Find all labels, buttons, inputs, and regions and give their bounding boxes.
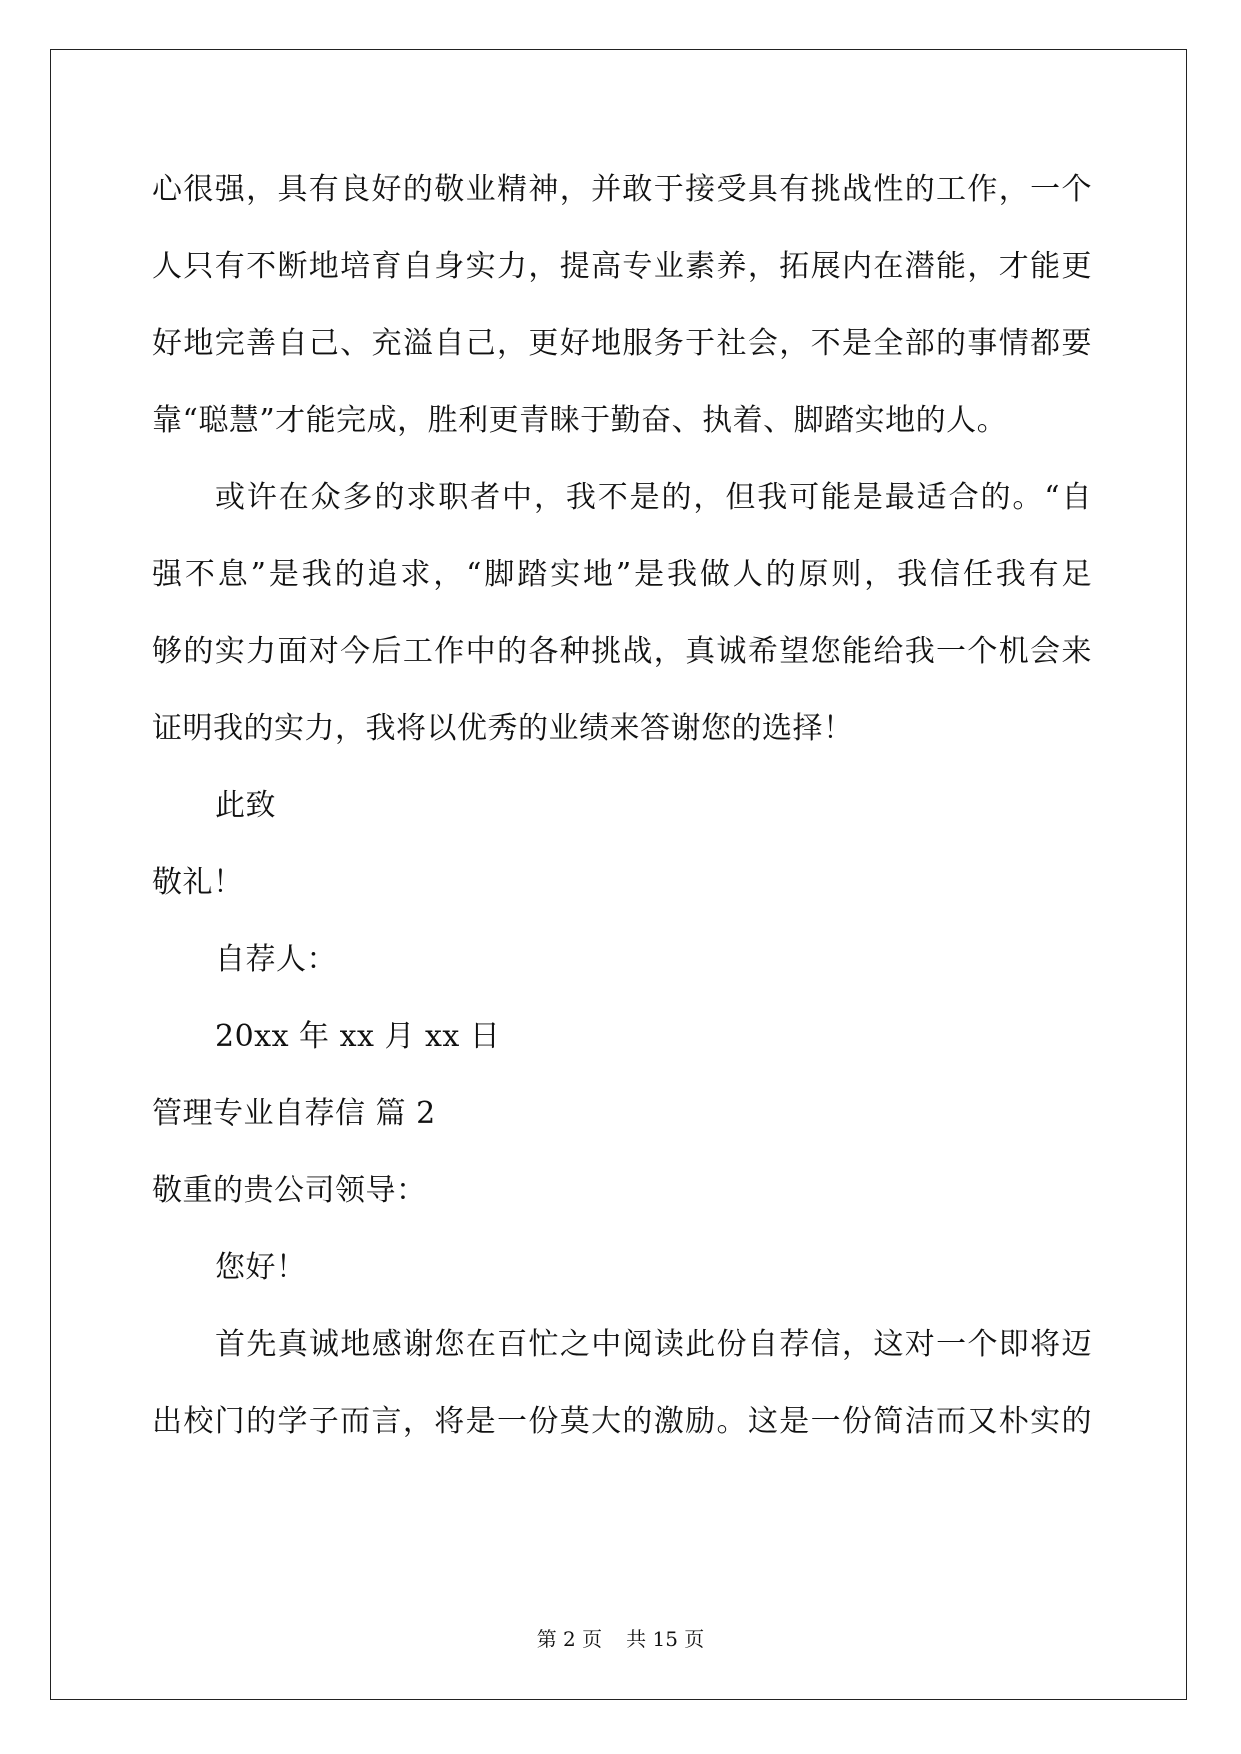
body-line-7: 够的实力面对今后工作中的各种挑战，真诚希望您能给我一个机会来 bbox=[152, 634, 1092, 669]
greeting-addressee: 敬重的贵公司领导： bbox=[152, 1173, 427, 1208]
body-line-16: 首先真诚地感谢您在百忙之中阅读此份自荐信，这对一个即将迈 bbox=[215, 1327, 1092, 1362]
body-line-8: 证明我的实力，我将以优秀的业绩来答谢您的选择！ bbox=[152, 711, 854, 746]
body-line-17: 出校门的学子而言，将是一份莫大的激励。这是一份简洁而又朴实的 bbox=[152, 1404, 1092, 1439]
current-page-number: 第 2 页 bbox=[536, 1627, 603, 1651]
body-line-6: 强不息”是我的追求，“脚踏实地”是我做人的原则，我信任我有足 bbox=[152, 557, 1092, 592]
body-line-3: 好地完善自己、充溢自己，更好地服务于社会，不是全部的事情都要 bbox=[152, 326, 1092, 361]
closing-respect: 敬礼！ bbox=[152, 865, 244, 900]
total-page-count: 共 15 页 bbox=[626, 1627, 705, 1651]
date-line: 20xx 年 xx 月 xx 日 bbox=[215, 1019, 501, 1054]
signature-label: 自荐人： bbox=[215, 942, 337, 977]
greeting-hello: 您好！ bbox=[215, 1250, 307, 1285]
body-line-5: 或许在众多的求职者中，我不是的，但我可能是最适合的。“自 bbox=[215, 480, 1092, 515]
body-line-2: 人只有不断地培育自身实力，提高专业素养，拓展内在潜能，才能更 bbox=[152, 249, 1092, 284]
body-line-4: 靠“聪慧”才能完成，胜利更青睐于勤奋、执着、脚踏实地的人。 bbox=[152, 403, 1008, 438]
page-footer bbox=[0, 1626, 1241, 1652]
section-heading: 管理专业自荐信 篇 2 bbox=[152, 1096, 436, 1131]
body-line-1: 心很强，具有良好的敬业精神，并敢于接受具有挑战性的工作，一个 bbox=[152, 172, 1092, 207]
closing-salutation: 此致 bbox=[215, 788, 276, 823]
